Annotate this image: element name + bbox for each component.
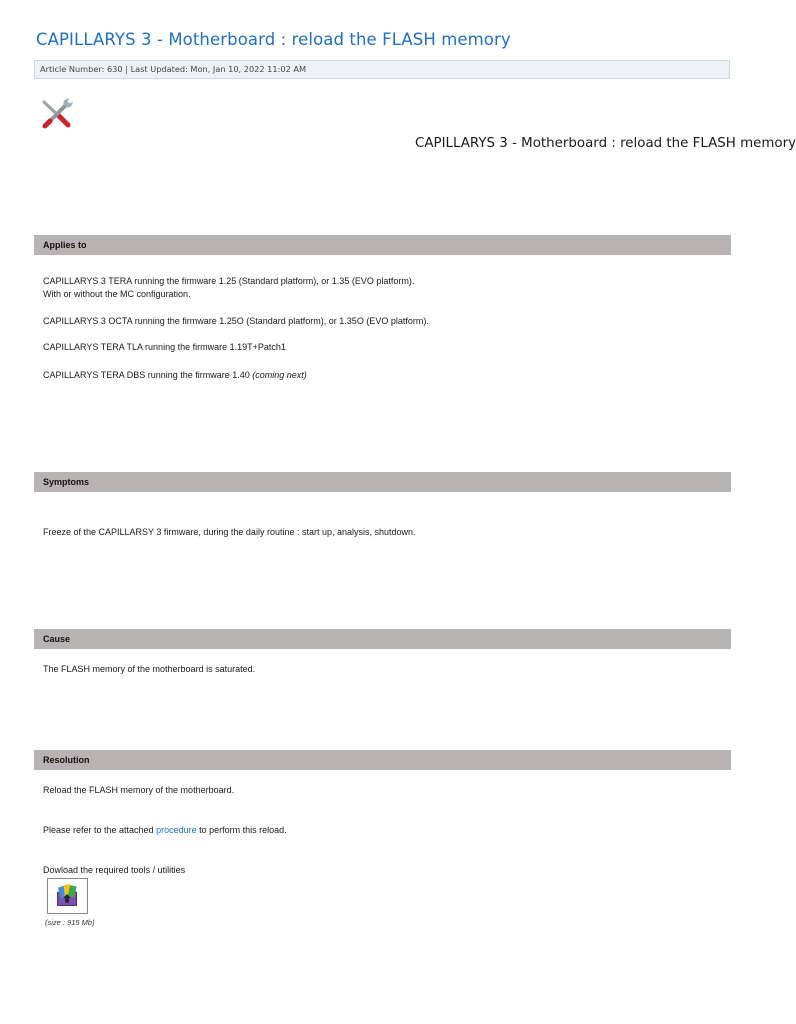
coming-next-note: (coming next) <box>252 370 307 380</box>
file-size-note: (size : 915 Mb) <box>45 918 95 927</box>
resolution-text-1: Reload the FLASH memory of the motherboard. <box>43 785 235 795</box>
resolution-text-3: Dowload the required tools / utilities <box>43 865 186 875</box>
section-heading: Applies to <box>43 240 87 250</box>
section-resolution <box>34 750 731 770</box>
symptoms-text: Freeze of the CAPILLARSY 3 firmware, during the daily routine : start up, analysis, shutdown. <box>43 527 416 537</box>
procedure-link[interactable]: procedure <box>156 825 197 835</box>
applies-line-5-text: CAPILLARYS TERA DBS running the firmware 1.40 <box>43 370 253 380</box>
tools-icon <box>40 98 74 128</box>
applies-line-4: CAPILLARYS TERA TLA running the firmware 1.19T+Patch1 <box>43 342 286 352</box>
section-cause <box>34 629 731 649</box>
section-symptoms <box>34 472 731 492</box>
article-title: CAPILLARYS 3 - Motherboard : reload the FLASH memory <box>36 30 511 49</box>
resolution-text-2-before: Please refer to the attached <box>43 825 157 835</box>
article-meta-bar <box>34 60 730 79</box>
cause-text: The FLASH memory of the motherboard is saturated. <box>43 664 256 674</box>
applies-line-5 <box>43 369 307 382</box>
applies-line-3: CAPILLARYS 3 OCTA running the firmware 1.25O (Standard platform), or 1.35O (EVO platform). <box>43 316 429 326</box>
banner-subtitle <box>34 136 796 156</box>
archive-download-link[interactable] <box>47 878 88 914</box>
section-applies-to <box>34 235 731 255</box>
banner-subtitle-text: CAPILLARYS 3 - Motherboard : reload the FLASH memory <box>415 136 796 151</box>
resolution-text-2-after: to perform this reload. <box>196 825 287 835</box>
section-heading: Symptoms <box>43 477 90 487</box>
section-heading: Cause <box>43 634 71 644</box>
resolution-text-2 <box>43 824 287 837</box>
applies-line-2: With or without the MC configuration. <box>43 289 191 299</box>
article-meta: Article Number: 630 | Last Updated: Mon, Jan 10, 2022 11:02 AM <box>40 64 307 74</box>
section-heading: Resolution <box>43 755 90 765</box>
applies-line-1: CAPILLARYS 3 TERA running the firmware 1.25 (Standard platform), or 1.35 (EVO platform). <box>43 276 415 286</box>
archive-icon <box>48 879 87 913</box>
